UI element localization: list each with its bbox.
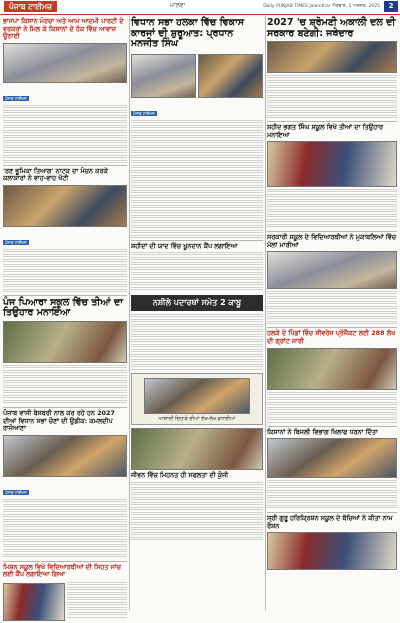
news-photo bbox=[267, 251, 397, 289]
headline: ਪੰਜ ਪਿਆਰਾ ਸਕੂਲ ਵਿੱਚ ਤੀਆਂ ਦਾ ਤਿਉਹਾਰ ਮਨਾਇਆ bbox=[3, 296, 123, 319]
headline: 'ਰਣ ਭੂਮਿਕਾ ਤਿਆਗ' ਨਾਟਕ ਦਾ ਮੰਚਨ ਕਰਕੇ ਕਲਾਕਾਰਾਂ ਨੇ ਵਾਹ-ਵਾਹ ਖੱਟੀ bbox=[3, 166, 108, 183]
headline: ਭਾਜਪਾ ਕਿਸਾਨ ਮੋਰਚਾ ਅਤੇ ਆਮ ਆਦਮੀ ਪਾਰਟੀ ਦੇ ਵਰਕਰਾਂ ਨੇ ਮਿਲ ਕੇ ਕਿਸਾਨਾਂ ਦੇ ਹੱਕ ਵਿੱਚ ਆਵਾਜ਼ ਉਠਾਈ bbox=[3, 17, 124, 41]
news-photo bbox=[267, 532, 397, 570]
masthead bbox=[0, 0, 400, 15]
divider bbox=[3, 561, 127, 562]
news-photo bbox=[267, 438, 397, 478]
headline: ਮਿਸ਼ਨ ਸਕੂਲ ਵਿਖੇ ਵਿਦਿਆਰਥੀਆਂ ਦੀ ਸਿਹਤ ਜਾਂਚ ਲਈ ਕੈਂਪ ਲਗਾਇਆ ਗਿਆ bbox=[3, 562, 121, 579]
divider bbox=[267, 121, 397, 122]
article-body bbox=[131, 314, 263, 370]
edition-line: Daily PUNJAB TIMES Jalandhar ਐਤਵਾਰ, 3 ਅਗਸਤ, 2025 bbox=[263, 4, 380, 9]
section-label: ਮਾਲਵਾ bbox=[170, 2, 186, 9]
headline: ਕਿਸਾਨਾਂ ਨੇ ਬਿਜਲੀ ਵਿਭਾਗ ਖਿਲਾਫ ਧਰਨਾ ਦਿੱਤਾ bbox=[267, 427, 378, 436]
portrait-photo bbox=[144, 378, 250, 414]
divider bbox=[267, 231, 397, 232]
divider bbox=[131, 240, 263, 241]
column-divider bbox=[265, 16, 266, 610]
divider bbox=[267, 327, 397, 328]
greeting-ad bbox=[131, 373, 263, 425]
divider bbox=[267, 426, 397, 427]
column-left bbox=[3, 16, 127, 610]
banner-headline: ਨਸ਼ੀਲੇ ਪਦਾਰਥਾਂ ਸਮੇਤ 2 ਕਾਬੂ bbox=[131, 295, 263, 311]
divider bbox=[3, 165, 127, 166]
news-photo bbox=[3, 321, 127, 363]
bureau-tag: ਪੰਜਾਬ ਟਾਈਮਜ਼ bbox=[5, 239, 27, 245]
bureau-tag: ਪੰਜਾਬ ਟਾਈਮਜ਼ bbox=[133, 110, 155, 116]
headline: ਪੰਜਾਬ ਵਾਸੀ ਬੇਸਬਰੀ ਨਾਲ ਕਰ ਰਹੇ ਹਨ 2027 ਦੀਆਂ ਵਿਧਾਨ ਸਭਾ ਚੋਣਾਂ ਦੀ ਉਡੀਕ: ਕਮਲਦੀਪ ਰਾਜੋਆਣਾ bbox=[3, 408, 115, 433]
story-row bbox=[3, 581, 127, 623]
page-number: 2 bbox=[384, 1, 398, 12]
headline: ਹਲਕੇ ਦੇ ਪਿੰਡਾਂ ਵਿੱਚ ਸੀਵਰੇਜ ਪ੍ਰੋਜੈਕਟ ਲਈ 288 ਲੱਖ ਦੀ ਗ੍ਰਾਂਟ ਜਾਰੀ bbox=[267, 329, 396, 345]
news-photo bbox=[267, 348, 397, 390]
headline: ਸਰਕਾਰੀ ਸਕੂਲ ਦੇ ਵਿਦਿਆਰਥੀਆਂ ਨੇ ਮੁਕਾਬਲਿਆਂ ਵਿੱਚ ਮੱਲਾਂ ਮਾਰੀਆਂ bbox=[267, 233, 397, 249]
portrait-photo bbox=[198, 54, 263, 98]
column-right bbox=[267, 16, 397, 610]
article-body bbox=[131, 252, 263, 292]
headline: ਸ਼ਹੀਦ ਭਗਤ ਸਿੰਘ ਸਕੂਲ ਵਿਖੇ ਤੀਆਂ ਦਾ ਤਿਉਹਾਰ ਮਨਾਇਆ bbox=[267, 123, 384, 139]
divider bbox=[3, 407, 127, 408]
news-photo bbox=[3, 185, 127, 227]
article-body bbox=[67, 582, 127, 618]
newspaper-title: ਪੰਜਾਬ ਟਾਈਮਜ਼ bbox=[4, 1, 57, 12]
news-photo bbox=[3, 583, 65, 621]
news-photo bbox=[3, 43, 127, 83]
article-body bbox=[131, 482, 263, 540]
article-body bbox=[3, 365, 127, 405]
headline: 2027 'ਚ ਸ਼੍ਰੋਮਣੀ ਅਕਾਲੀ ਦਲ ਦੀ ਸਰਕਾਰ ਬਣੇਗੀ: ਜਥੇਦਾਰ bbox=[267, 17, 396, 39]
divider bbox=[3, 295, 127, 296]
news-photo bbox=[267, 41, 397, 73]
article-body bbox=[267, 480, 397, 510]
headline: ਸ਼ਹੀਦਾਂ ਦੀ ਯਾਦ ਵਿੱਚ ਖੂਨਦਾਨ ਕੈਂਪ ਲਗਾਇਆ bbox=[131, 241, 238, 250]
article-body bbox=[267, 291, 397, 325]
bureau-tag: ਪੰਜਾਬ ਟਾਈਮਜ਼ bbox=[5, 489, 27, 495]
article-body bbox=[3, 249, 127, 293]
news-photo bbox=[131, 428, 263, 470]
article-body bbox=[267, 392, 397, 424]
column-middle bbox=[131, 16, 263, 610]
news-photo bbox=[267, 141, 397, 187]
article-body bbox=[3, 105, 127, 163]
story-row bbox=[131, 52, 263, 100]
greeting-text: ਆਜ਼ਾਦੀ ਦਿਹਾੜੇ ਦੀਆਂ ਲੱਖ-ਲੱਖ ਵਧਾਈਆਂ bbox=[158, 416, 236, 423]
bureau-tag: ਪੰਜਾਬ ਟਾਈਮਜ਼ bbox=[5, 95, 27, 101]
column-divider bbox=[129, 16, 130, 610]
news-photo bbox=[3, 435, 127, 477]
portrait-photo bbox=[131, 54, 196, 98]
divider bbox=[267, 512, 397, 513]
article-body bbox=[3, 499, 127, 559]
headline: ਸ੍ਰੀ ਗੁਰੂ ਹਰਿਕ੍ਰਿਸ਼ਨ ਸਕੂਲ ਦੇ ਬੱਚਿਆਂ ਨੇ ਕੀਤਾ ਨਾਮ ਰੌਸ਼ਨ bbox=[267, 514, 393, 530]
headline: ਜੀਵਨ ਵਿੱਚ ਮਿਹਨਤ ਹੀ ਸਫਲਤਾ ਦੀ ਕੁੰਜੀ bbox=[131, 471, 229, 480]
headline: ਵਿਧਾਨ ਸਭਾ ਹਲਕਾ ਵਿੱਚ ਵਿਕਾਸ ਕਾਰਜਾਂ ਦੀ ਸ਼ੁਰੂਆਤ: ਪ੍ਰਧਾਨ ਮਨਜੀਤ ਸਿੰਘ bbox=[131, 17, 245, 49]
article-body bbox=[267, 189, 397, 229]
article-body bbox=[131, 120, 263, 238]
article-body bbox=[267, 75, 397, 119]
